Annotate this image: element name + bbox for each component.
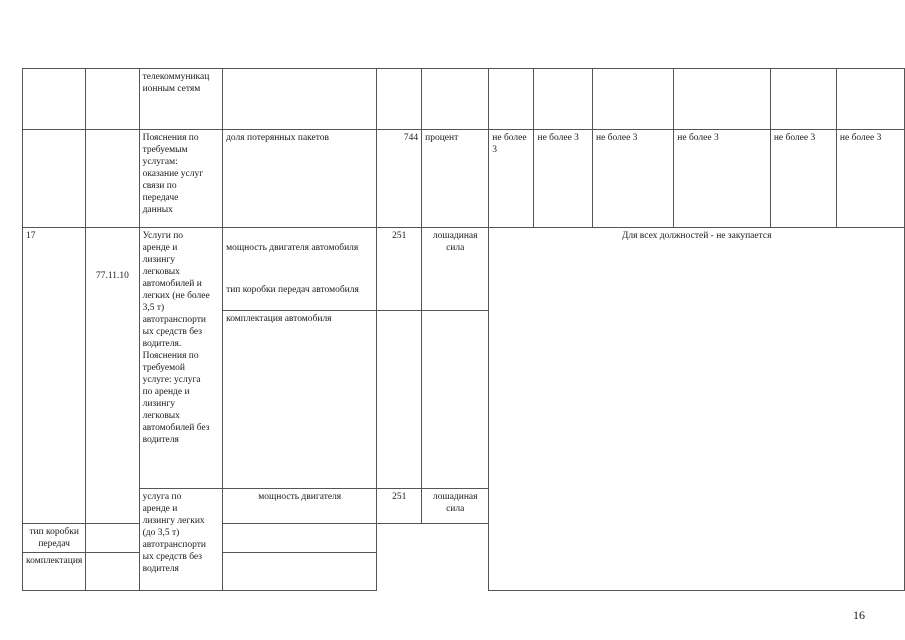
code-cell: 251 (377, 228, 422, 311)
characteristic-line: мощность двигателя автомобиля (226, 243, 359, 253)
unit-cell (422, 311, 489, 489)
code-cell (377, 69, 422, 130)
num-cell: 17 (23, 228, 86, 524)
note-cell: Для всех должностей - не закупается (489, 228, 905, 591)
okpd-cell (86, 130, 139, 228)
value-cell: не более 3 (489, 130, 534, 228)
service-cell: услуга по аренде и лизингу легких (до 3,5 т) автотранспорти ых средств без водителя (139, 489, 222, 591)
code-cell (86, 553, 139, 591)
value-cell (534, 69, 593, 130)
unit-cell: лошадиная сила (422, 489, 489, 524)
service-cell: Услуги по аренде и лизингу легковых автомобилей и легких (не более 3,5 т) автотранспорти ых средств без водителя. Пояснения по требуемой услуге: услуга по аренде и лизингу легковых автомобилей без водителя (139, 228, 222, 489)
value-cell (836, 69, 904, 130)
service-cell: телекоммуникац ионным сетям (139, 69, 222, 130)
characteristic-cell: тип коробки передач (23, 524, 86, 553)
code-cell: 744 (377, 130, 422, 228)
unit-cell: процент (422, 130, 489, 228)
table-row (23, 69, 905, 130)
characteristic-cell: комплектация (23, 553, 86, 591)
characteristic-cell (223, 228, 377, 311)
unit-cell (422, 69, 489, 130)
table-row (23, 130, 905, 228)
num-cell (23, 69, 86, 130)
value-cell: не более 3 (770, 130, 836, 228)
unit-cell (223, 524, 377, 553)
value-cell (674, 69, 771, 130)
code-cell: 251 (377, 489, 422, 524)
num-cell (23, 130, 86, 228)
page-number: 16 (853, 608, 865, 622)
requirements-table (22, 68, 905, 591)
table-row (23, 228, 905, 311)
unit-cell (223, 553, 377, 591)
value-cell: не более 3 (674, 130, 771, 228)
value-cell: не более 3 (534, 130, 593, 228)
characteristic-cell: мощность двигателя (223, 489, 377, 524)
service-cell: Пояснения по требуемым услугам: оказание услуг связи по передаче данных (139, 130, 222, 228)
code-cell (86, 524, 139, 553)
value-cell (770, 69, 836, 130)
okpd-code: 77.11.10 (95, 271, 129, 281)
characteristic-cell (223, 69, 377, 130)
unit-cell: лошадиная сила (422, 228, 489, 311)
value-cell: не более 3 (836, 130, 904, 228)
characteristic-cell: доля потерянных пакетов (223, 130, 377, 228)
okpd-cell (86, 228, 139, 524)
characteristic-cell: комплектация автомобиля (223, 311, 377, 489)
value-cell (592, 69, 673, 130)
code-cell (377, 311, 422, 489)
value-cell (489, 69, 534, 130)
value-cell: не более 3 (592, 130, 673, 228)
characteristic-line: тип коробки передач автомобиля (226, 285, 359, 295)
okpd-cell (86, 69, 139, 130)
